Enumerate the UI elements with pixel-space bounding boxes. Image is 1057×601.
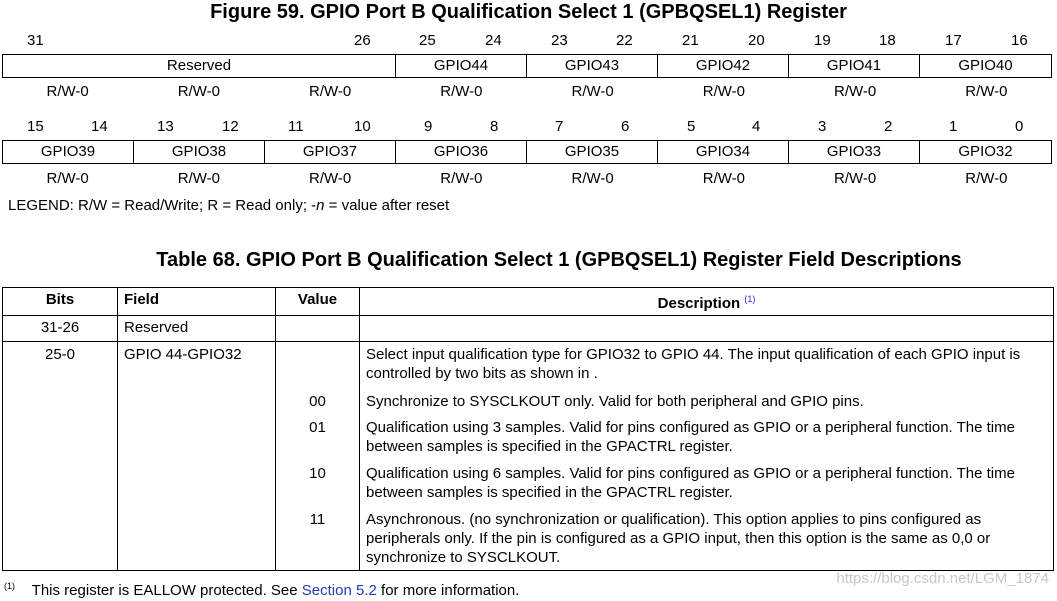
- access-label: R/W-0: [46, 170, 89, 187]
- footnote-text-before: This register is EALLOW protected. See: [31, 582, 302, 599]
- bit-number: 17: [945, 32, 962, 49]
- access-label: R/W-0: [965, 83, 1008, 100]
- access-label: R/W-0: [965, 170, 1008, 187]
- footnote-mark: (1): [4, 581, 15, 591]
- field-gpio41: GPIO41: [789, 55, 920, 77]
- bit-number: 13: [157, 118, 174, 135]
- cell-value-list: [276, 342, 360, 571]
- section-link[interactable]: Section 5.2: [301, 582, 377, 599]
- cell-description-list: [360, 342, 1054, 571]
- bit-number: 25: [419, 32, 436, 49]
- access-label: R/W-0: [440, 83, 483, 100]
- legend-prefix: LEGEND: R/W = Read/Write; R = Read only; -: [8, 197, 317, 214]
- legend-suffix: = value after reset: [324, 197, 450, 214]
- bit-number: 2: [884, 118, 893, 135]
- access-label: R/W-0: [702, 83, 745, 100]
- header-description-label: Description: [657, 295, 741, 312]
- access-label: R/W-0: [309, 170, 352, 187]
- bit-number: 5: [687, 118, 696, 135]
- table-row: [3, 342, 1054, 571]
- cell-bits: 25-0: [3, 342, 118, 571]
- field-gpio43: GPIO43: [527, 55, 658, 77]
- value-description: Qualification using 6 samples. Valid for pins configured as GPIO or a peripheral function. The time between samples is specified in the GPACTRL register.: [366, 465, 1015, 501]
- field-gpio38: GPIO38: [134, 141, 265, 163]
- bit-number: 7: [555, 118, 564, 135]
- field-gpio37: GPIO37: [265, 141, 396, 163]
- access-label: R/W-0: [571, 170, 614, 187]
- access-label: R/W-0: [177, 83, 220, 100]
- field-gpio40: GPIO40: [958, 57, 1013, 74]
- bit-number: 16: [1011, 32, 1028, 49]
- value-code: 01: [309, 419, 326, 436]
- bit-number: 21: [682, 32, 699, 49]
- table-header-row: [3, 288, 1054, 316]
- access-label: R/W-0: [702, 170, 745, 187]
- value-description: Qualification using 3 samples. Valid for pins configured as GPIO or a peripheral function. The time between samples is specified in the GPACTRL register.: [366, 419, 1015, 455]
- bit-number: 9: [424, 118, 433, 135]
- field-gpio33: GPIO33: [789, 141, 920, 163]
- cell-description: [360, 316, 1054, 342]
- bit-number: 12: [222, 118, 239, 135]
- bit-number: 31: [27, 32, 44, 49]
- field-reserved: Reserved: [3, 55, 396, 77]
- register-row-upper: [2, 54, 1052, 78]
- cell-field: Reserved: [118, 316, 276, 342]
- cell-bits: 31-26: [3, 316, 118, 342]
- cell-value: [276, 316, 360, 342]
- figure-title: Figure 59. GPIO Port B Qualification Select 1 (GPBQSEL1) Register: [210, 1, 847, 23]
- field-gpio32: GPIO32: [958, 143, 1013, 160]
- field-gpio34: GPIO34: [658, 141, 789, 163]
- header-description: [360, 288, 1054, 316]
- value-code: 10: [309, 465, 326, 482]
- access-label: R/W-0: [571, 83, 614, 100]
- access-label: R/W-0: [834, 170, 877, 187]
- value-code: 00: [309, 393, 326, 410]
- access-row-upper: [2, 82, 1052, 102]
- bit-number: 24: [485, 32, 502, 49]
- bit-number: 6: [621, 118, 630, 135]
- access-label: R/W-0: [177, 170, 220, 187]
- access-row-lower: [2, 169, 1052, 189]
- field-gpio42: GPIO42: [658, 55, 789, 77]
- bit-number: 0: [1015, 118, 1024, 135]
- bit-number: 18: [879, 32, 896, 49]
- field-gpio44: GPIO44: [396, 55, 527, 77]
- table-row: [3, 316, 1054, 342]
- value-description: Synchronize to SYSCLKOUT only. Valid for both peripheral and GPIO pins.: [366, 393, 864, 410]
- bit-number: 26: [354, 32, 371, 49]
- watermark: https://blog.csdn.net/LGM_1874: [836, 570, 1049, 587]
- cell-field: GPIO 44-GPIO32: [118, 342, 276, 571]
- table-title: Table 68. GPIO Port B Qualification Select 1 (GPBQSEL1) Register Field Descriptions: [156, 249, 962, 271]
- bit-number: 22: [616, 32, 633, 49]
- register-row-lower: [2, 140, 1052, 164]
- bit-number: 1: [949, 118, 958, 135]
- footnote: [4, 576, 519, 601]
- access-label: R/W-0: [309, 83, 352, 100]
- bit-number: 11: [288, 118, 304, 135]
- field-gpio36: GPIO36: [396, 141, 527, 163]
- footnote-text-after: for more information.: [376, 582, 520, 599]
- bit-number: 14: [91, 118, 108, 135]
- bit-number: 4: [752, 118, 761, 135]
- value-code: 11: [309, 511, 326, 528]
- bit-number: 20: [748, 32, 765, 49]
- bit-number: 8: [490, 118, 499, 135]
- value-description: Asynchronous. (no synchronization or qualification). This option applies to pins configured as peripherals only. If the pin is configured as a GPIO input, then this option is the same as 0,0 or synchronize to SYSCLKOUT.: [366, 511, 991, 566]
- bit-number: 10: [354, 118, 371, 135]
- bit-number: 3: [818, 118, 827, 135]
- footnote-ref[interactable]: (1): [744, 294, 756, 304]
- bit-number: 15: [27, 118, 44, 135]
- field-gpio35: GPIO35: [527, 141, 658, 163]
- description-intro: Select input qualification type for GPIO32 to GPIO 44. The input qualification of each GPIO input is controlled by two bits as shown in .: [366, 346, 1021, 382]
- header-bits: Bits: [3, 288, 118, 316]
- field-gpio39: GPIO39: [3, 141, 134, 163]
- bit-number: 19: [814, 32, 831, 49]
- bit-number: 23: [551, 32, 568, 49]
- access-label: R/W-0: [834, 83, 877, 100]
- header-value: Value: [276, 288, 360, 316]
- header-field: Field: [118, 288, 276, 316]
- access-label: R/W-0: [46, 83, 89, 100]
- field-description-table: [2, 287, 1054, 571]
- legend-n: n: [316, 197, 325, 214]
- access-label: R/W-0: [440, 170, 483, 187]
- legend: [8, 196, 449, 216]
